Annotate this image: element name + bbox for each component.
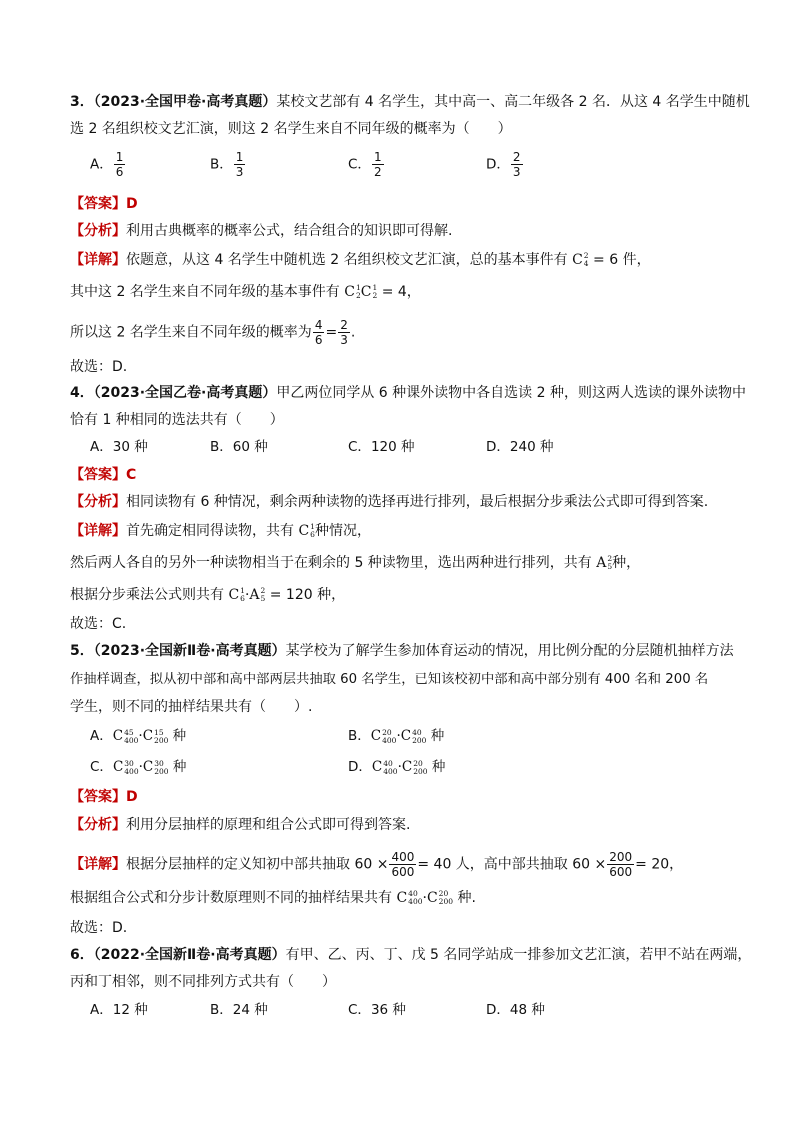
- q4-stem-line2: 恰有 1 种相同的选法共有（ ）: [70, 412, 284, 428]
- q3-option-c: C． $\frac{1}{2}$: [348, 150, 382, 179]
- q5-detail-line2: 根据组合公式和分步计数原理则不同的抽样结果共有 C 40 400 ·C 20 200 种.: [70, 889, 476, 906]
- q3-option-d: D． $\frac{2}{3}$: [486, 150, 521, 179]
- q4-detail-line3: 根据分步乘法公式则共有 C 1 6 ·A 2 5 = 120 种，: [70, 586, 346, 603]
- q6-stem-line2: 丙和丁相邻，则不同排列方式共有（ ）: [70, 974, 336, 990]
- q5-answer: 【答案】D: [70, 789, 138, 805]
- q5-option-b: B．C 20 400 ·C 40 200 种: [348, 727, 445, 745]
- q5-analysis: 【分析】利用分层抽样的原理和组合公式即可得到答案.: [70, 817, 411, 833]
- q6-option-c: C．36 种: [348, 1002, 406, 1018]
- q4-option-b: B．60 种: [210, 439, 268, 455]
- q5-stem-line1: 5．（2023·全国新Ⅱ卷·高考真题）某学校为了解学生参加体育运动的情况，用比例分配的分层随机抽样方法: [70, 643, 734, 659]
- q3-number: 3．: [70, 94, 94, 110]
- q4-choose: 故选：C.: [70, 616, 127, 632]
- q6-stem-line1: 6．（2022·全国新Ⅱ卷·高考真题）有甲、乙、丙、丁、戊 5 名同学站成一排参加文艺汇演，若甲不站在两端，: [70, 947, 752, 963]
- q6-option-d: D．48 种: [486, 1002, 545, 1018]
- q3-stem-line2: 选 2 名组织校文艺汇演，则这 2 名学生来自不同年级的概率为（ ）: [70, 121, 512, 137]
- q3-stem-line1: [70, 92, 750, 112]
- q4-analysis: 【分析】相同读物有 6 种情况，剩余两种读物的选择再进行排列，最后根据分步乘法公式即可得到答案.: [70, 494, 709, 510]
- q5-option-a: A．C 45 400 ·C 15 200 种: [90, 727, 187, 745]
- q3-source: （2023·全国甲卷·高考真题）: [93, 94, 277, 110]
- q5-stem-line3: 学生，则不同的抽样结果共有（ ）.: [70, 699, 313, 715]
- q5-stem-line2: 作抽样调查，拟从初中部和高中部两层共抽取 60 名学生，已知该校初中部和高中部分别有 400 名和 200 名: [70, 672, 709, 687]
- q4-option-d: D．240 种: [486, 439, 554, 455]
- q4-stem-line1: 4．（2023·全国乙卷·高考真题）甲乙两位同学从 6 种课外读物中各自选读 2 种，则这两人选读的课外读物中: [70, 385, 746, 401]
- q3-detail-line1: 【详解】依题意，从这 4 名学生中随机选 2 名组织校文艺汇演，总的基本事件有 C 2 4 = 6 件，: [70, 251, 651, 268]
- q6-option-b: B．24 种: [210, 1002, 268, 1018]
- q5-choose: 故选：D.: [70, 920, 128, 936]
- q3-option-b: B． $\frac{1}{3}$: [210, 150, 244, 179]
- q3-choose: 故选：D.: [70, 359, 128, 375]
- q4-option-a: A．30 种: [90, 439, 148, 455]
- q5-option-c: C．C 30 400 ·C 30 200 种: [90, 758, 187, 776]
- q6-option-a: A．12 种: [90, 1002, 148, 1018]
- q4-detail-line1: 【详解】首先确定相同得读物，共有 C 1 6 种情况，: [70, 522, 371, 539]
- q3-stem-text1: 某校文艺部有 4 名学生，其中高一、高二年级各 2 名．从这 4 名学生中随机: [276, 94, 750, 110]
- q3-detail-line3: 所以这 2 名学生来自不同年级的概率为 $\frac{4}{6}$ = $\frac{2}{3}$ .: [70, 318, 356, 347]
- q4-option-c: C．120 种: [348, 439, 415, 455]
- q3-detail-line2: 其中这 2 名学生来自不同年级的基本事件有 C 1 2 C 1 2 = 4，: [70, 283, 421, 300]
- q4-detail-line2: 然后两人各自的另外一种读物相当于在剩余的 5 种读物里，选出两种进行排列，共有 A 2 5 种，: [70, 554, 641, 571]
- q4-answer: 【答案】C: [70, 467, 137, 483]
- q3-answer: 【答案】D: [70, 196, 138, 212]
- q5-detail-line1: 【详解】根据分层抽样的定义知初中部共抽取 60 × $\frac{400}{600}$ = 40 人，高中部共抽取 60 × $\frac{200}{600}$ = 20，: [70, 850, 684, 879]
- q3-option-a: A． $\frac{1}{6}$: [90, 150, 124, 179]
- q5-option-d: D．C 40 400 ·C 20 200 种: [348, 758, 446, 776]
- q3-analysis: 【分析】利用古典概率的概率公式，结合组合的知识即可得解.: [70, 223, 453, 239]
